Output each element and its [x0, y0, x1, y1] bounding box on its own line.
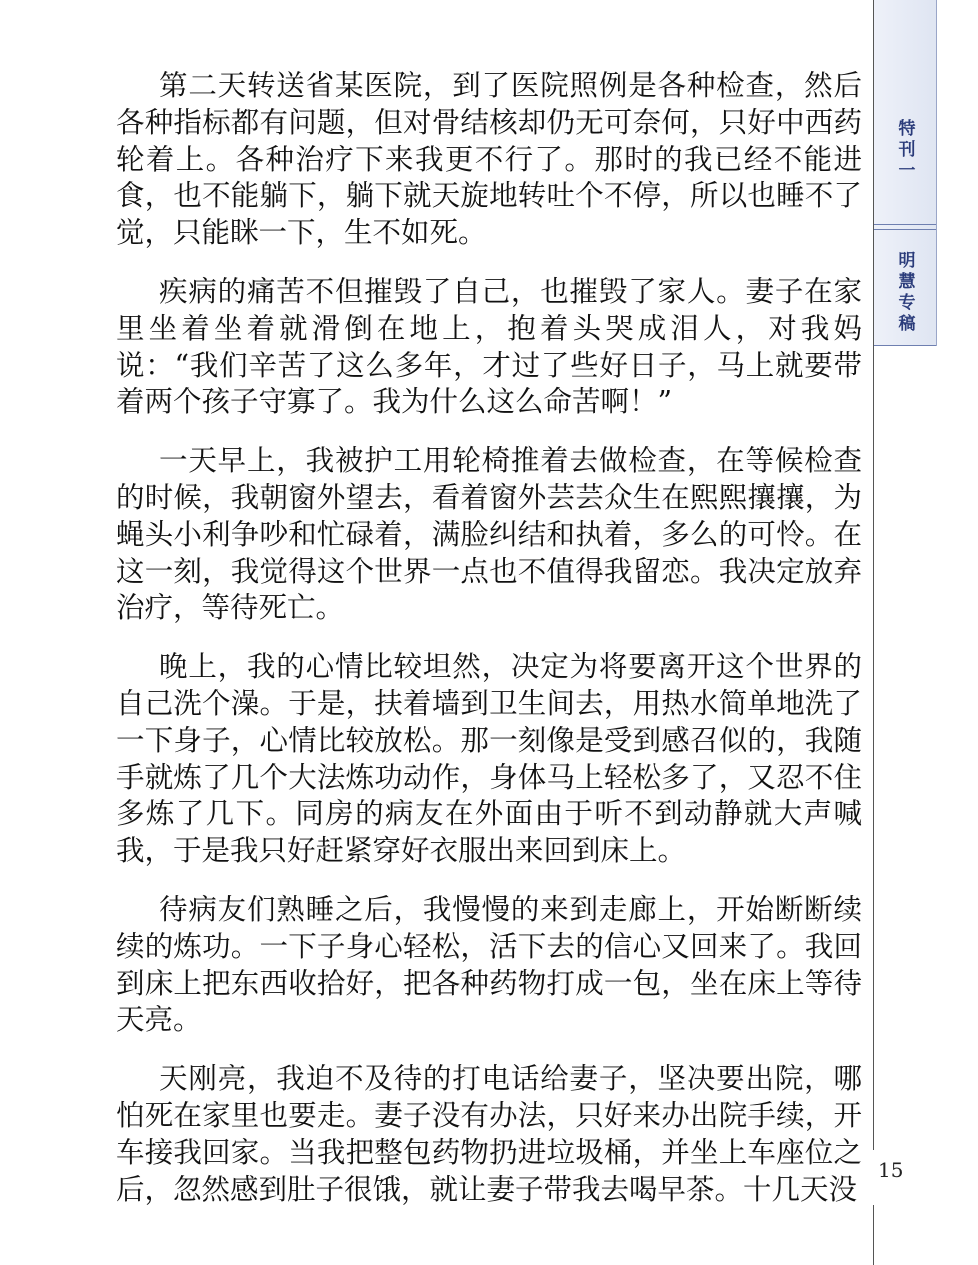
paragraph: 晚上，我的心情比较坦然，决定为将要离开这个世界的自己洗个澡。于是，扶着墙到卫生间去，用热水简单地洗了一下身子，心情比较放松。那一刻像是受到感召似的，我随手就炼了几个大法炼功动作，身体马上轻松多了，又忍不住多炼了几下。同房的病友在外面由于听不到动静就大声喊我，于是我只好赶紧穿好衣服出来回到床上。: [116, 650, 862, 868]
paragraph: 一天早上，我被护工用轮椅推着去做检查，在等候检查的时候，我朝窗外望去，看着窗外芸芸众生在熙熙攘攘，为蝇头小利争吵和忙碌着，满脸纠结和执着，多么的可怜。在这一刻，我觉得这个世界一点也不值得我留恋。我决定放弃治疗，等待死亡。: [116, 444, 862, 625]
paragraph: 待病友们熟睡之后，我慢慢的来到走廊上，开始断断续续的炼功。一下子身心轻松，活下去的信心又回来了。我回到床上把东西收拾好，把各种药物打成一包，坐在床上等待天亮。: [116, 892, 862, 1037]
page-number: 15: [878, 1158, 904, 1182]
page-rule-line: [873, 1205, 874, 1265]
paragraph: 第二天转送省某医院，到了医院照例是各种检查，然后各种指标都有问题，但对骨结核却仍无可奈何，只好中西药轮着上。各种治疗下来我更不行了。那时的我已经不能进食，也不能躺下，躺下就天旋地转吐个不停，所以也睡不了觉，只能眯一下，生不如死。: [116, 69, 862, 250]
article-body: [116, 68, 862, 1230]
paragraph: 天刚亮，我迫不及待的打电话给妻子，坚决要出院，哪怕死在家里也要走。妻子没有办法，只好来办出院手续，开车接我回家。当我把整包药物扔进垃圾桶，并坐上车座位之后，忽然感到肚子很饿，就让妻子带我去喝早茶。十几天没: [116, 1062, 862, 1206]
sidebar-divider: [874, 229, 936, 230]
paragraph: 疾病的痛苦不但摧毁了自己，也摧毁了家人。妻子在家里坐着坐着就滑倒在地上，抱着头哭成泪人，对我妈说：“我们辛苦了这么多年，才过了些好日子，马上就要带着两个孩子守寡了。我为什么这么命苦啊！”: [116, 274, 862, 419]
page-rule-line: [873, 0, 874, 1150]
sidebar-divider: [874, 224, 936, 225]
column-label: 明慧专稿: [894, 250, 915, 335]
section-label: 特刊一: [894, 118, 915, 182]
sidebar-divider: [874, 345, 936, 346]
